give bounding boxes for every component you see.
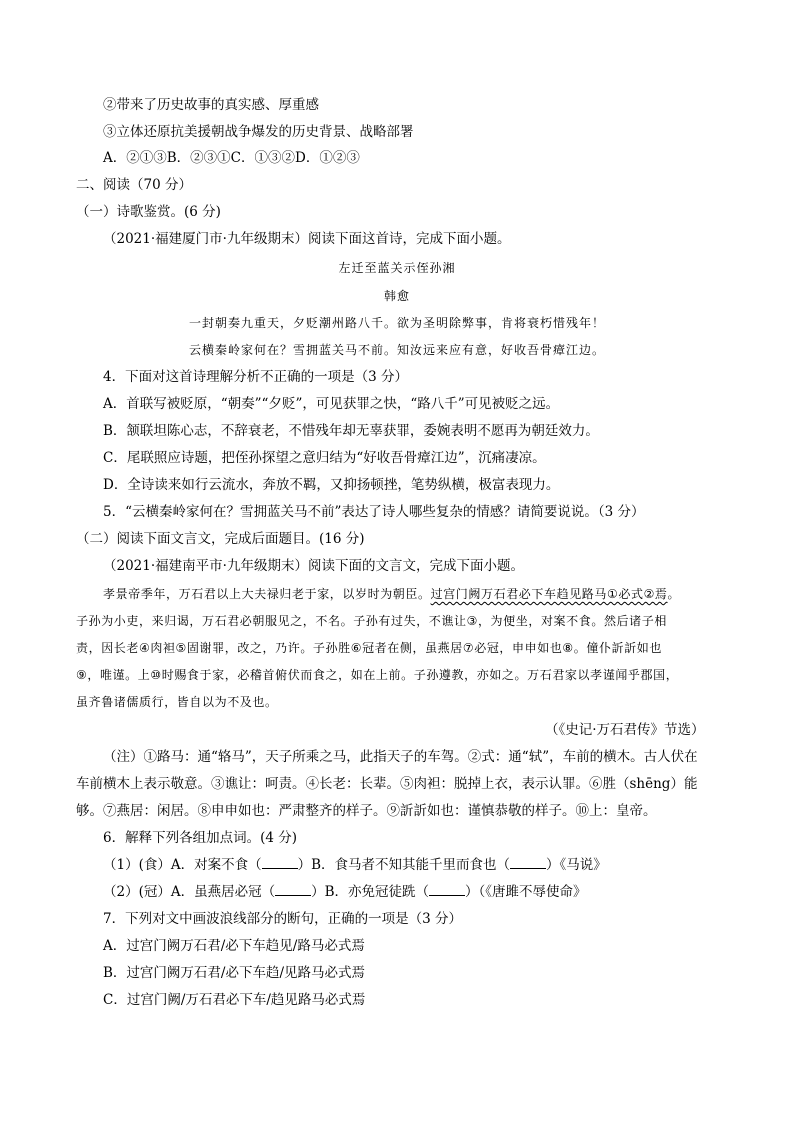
poem-line-2: 云横秦岭家何在？雪拥蓝关马不前。知汝远来应有意，好收吾骨瘴江边。 [188,343,605,357]
q4-option-c: C．尾联照应诗题，把侄孙探望之意归结为“好收吾骨瘴江边”，沉痛凄凉。 [103,450,546,466]
passage-source: （《史记·万石君传》节选） [545,722,705,738]
q4-option-b: B．颔联坦陈心志，不辞衰老，不惜残年却无辜获罪，委婉表明不愿再为朝廷效力。 [103,423,599,439]
part2-intro: （2021·福建南平市·九年级期末）阅读下面的文言文，完成下面小题。 [103,558,524,574]
passage-line-3: 责，因长老④肉袒⑤固谢罪，改之，乃许。子孙胜⑥冠者在侧，虽燕居⑦必冠，申申如也⑧。僮仆訢訢如也 [76,641,662,655]
q7-option-a: A．过宫门阙万石君/必下车趋见/路马必式焉 [103,938,365,954]
q4-option-d: D．全诗读来如行云流水，奔放不羁，又抑扬顿挫，笔势纵横，极富表现力。 [103,477,560,493]
poem-author: 韩愈 [383,289,410,303]
question-7: 7．下列对文中画波浪线部分的断句，正确的一项是（3 分） [103,911,462,927]
q6-2-part-c: ）（《唐雎不辱使命》 [465,884,587,900]
q6-1-part-a: （1）(食）A．对案不食（ [103,857,262,873]
note-line-2: 车前横木上表示敬意。③谯让：呵责。④长老：长辈。⑤肉袒：脱掉上衣，表示认罪。⑥胜（shēng）能 [76,776,698,792]
option-line-3: ③立体还原抗美援朝战争爆发的历史背景、战略部署 [103,124,414,140]
answer-blank[interactable] [510,856,546,869]
section-heading: 二、阅读（70 分） [76,177,192,193]
q7-option-c: C．过宫门阙/万石君必下车/趋见路马必式焉 [103,992,366,1008]
answer-blank[interactable] [429,883,465,896]
answer-blank[interactable] [275,883,311,896]
passage-line-5: 虽齐鲁诸儒质行，皆自以为不及也。 [76,695,278,709]
option-line-2: ②带来了历史故事的真实感、厚重感 [103,97,319,113]
question-5: 5．“云横秦岭家何在？雪拥蓝关马不前”表达了诗人哪些复杂的情感？请简要说说。（3 分） [103,504,645,520]
q4-option-a: A．首联写被贬原，“朝奏”“夕贬”，可见获罪之快，“路八千”可见被贬之远。 [103,396,560,412]
question-6: 6．解释下列各组加点词。(4 分) [103,830,298,846]
passage-line-1-end: 。 [667,587,681,601]
q6-item-1 [103,856,607,874]
answer-options: A．②①③B．②③①C．①③②D．①②③ [103,150,360,166]
q6-item-2 [103,883,587,901]
passage-line-2: 子孙为小吏，来归谒，万石君必朝服见之，不名。子孙有过失，不谯让③，为便坐，对案不食。然后诸子相 [76,614,667,628]
q7-option-b: B．过宫门阙万石君/必下车趋/见路马必式焉 [103,965,366,981]
note-line-3: 够。⑦燕居：闲居。⑧申申如也：严肃整齐的样子。⑨訢訢如也：谨慎恭敬的样子。⑩上：皇帝。 [76,803,657,819]
part1-intro: （2021·福建厦门市·九年级期末）阅读下面这首诗，完成下面小题。 [103,231,511,247]
q6-1-part-b: ）B．食马者不知其能千里而食也（ [297,857,511,873]
passage-line-1 [103,585,680,603]
poem-title: 左迁至蓝关示侄孙湘 [338,261,456,275]
passage-line-1-start: 孝景帝季年，万石君以上大夫禄归老于家，以岁时为朝臣。 [103,587,431,601]
q6-2-part-a: （2）(冠）A．虽燕居必冠（ [103,884,276,900]
q6-1-part-c: ）《马说》 [546,857,607,873]
poem-line-1: 一封朝奏九重天，夕贬潮州路八千。欲为圣明除弊事，肯将衰朽惜残年！ [188,316,605,330]
passage-line-4: ⑨，唯谨。上⑩时赐食于家，必稽首俯伏而食之，如在上前。子孙遵教，亦如之。万石君家以孝谨闻乎郡国， [76,668,679,682]
part2-heading: （二）阅读下面文言文，完成后面题目。(16 分) [76,531,365,547]
wavy-underlined-sentence: 过宫门阙万石君必下车趋见路马①必式②焉 [430,587,668,601]
answer-blank[interactable] [262,856,298,869]
part1-heading: （一）诗歌鉴赏。(6 分) [76,204,221,220]
note-line-1: （注）①路马：通“辂马”，天子所乘之马，此指天子的车驾。②式：通“轼”，车前的横木。古人伏在 [103,749,698,765]
q6-2-part-b: ）B．亦免冠徒跣（ [311,884,430,900]
question-4: 4．下面对这首诗理解分析不正确的一项是（3 分） [103,369,408,385]
